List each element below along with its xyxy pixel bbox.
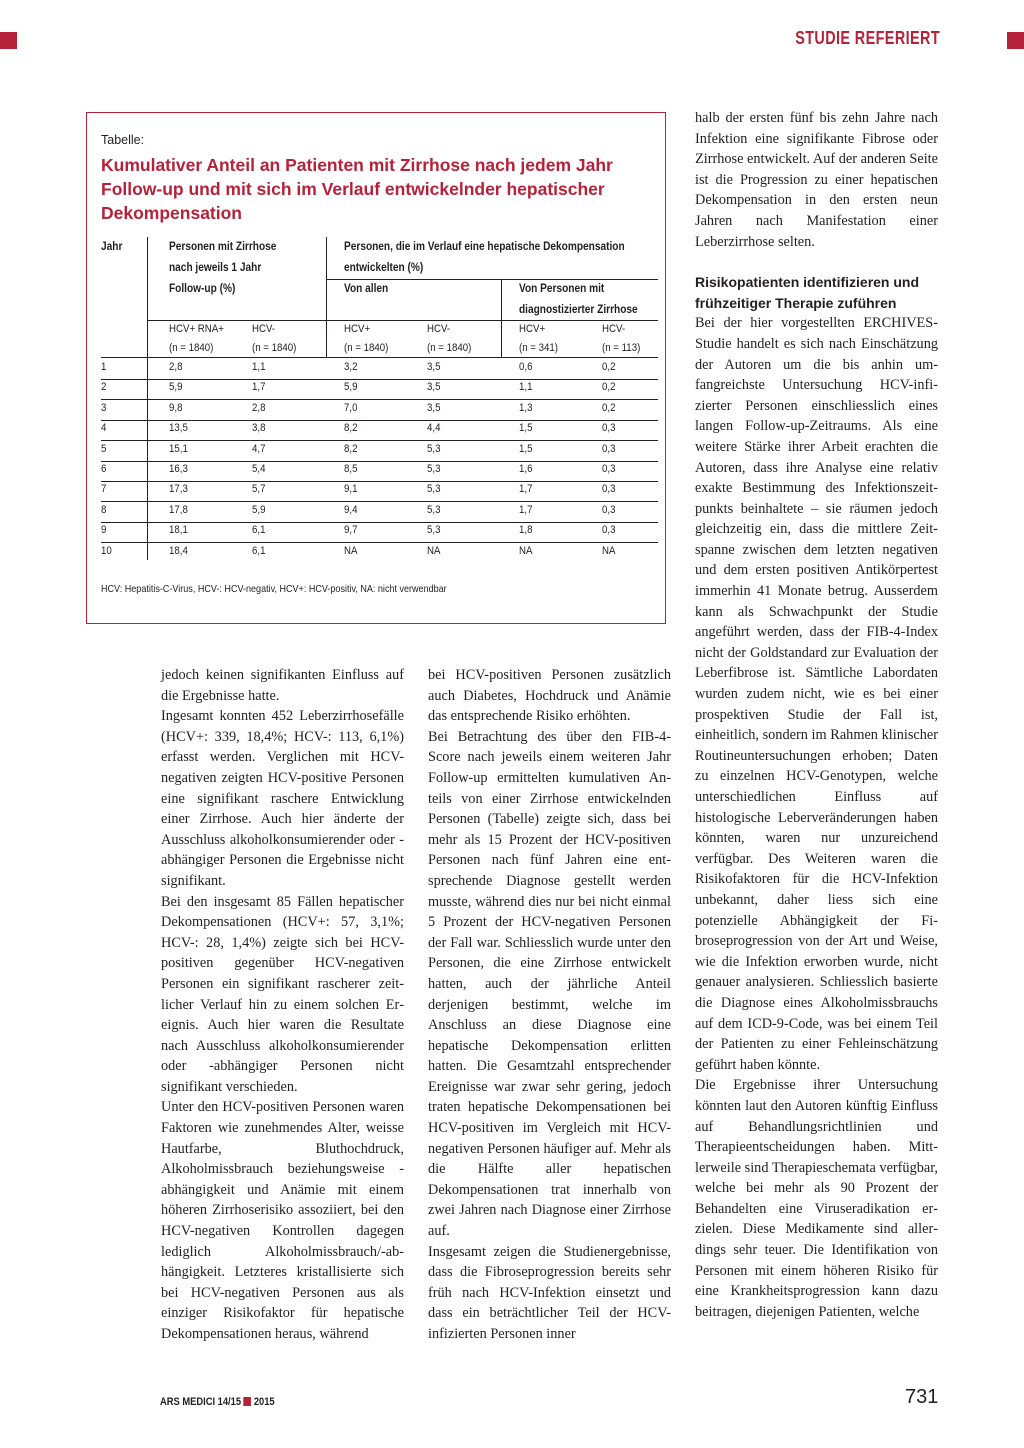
subheader-zirrhose-hcvneg-n: (n = 1840) (252, 342, 297, 354)
cell-alle-hcvpos: 8,5 (344, 463, 358, 475)
cell-diag-hcvneg: 0,2 (602, 361, 616, 373)
row-rule (101, 440, 658, 441)
paragraph: Bei Betrachtung des über den FIB-4-Score nach jeweils einem weiteren Jahr Follow-up ermittelten kumulativen Anteils von einer Zirrhose entwickelnden Personen (Tabelle) zeigte sich, dass bei mehr als 15 Prozent der HCV-positiven Personen nach fünf Jahren eine entsprechende Diagnose gestellt werden musste, während dies nur bei nicht einmal 5 Prozent der HCV-negativen Personen der Fall war. Schliesslich wurde unter den Personen, die eine Zirrhose entwickelt hatten, auch der jährliche Anteil derjenigen bestimmt, welche im Anschluss an diese Diagnose eine hepatische Dekompensation erlitten hatten. Die Gesamtzahl entsprechender Ereignisse war zwar sehr gering, jedoch traten hepatische Dekompensationen bei HCV-positiven im Vergleich mit HCV-negativen Personen häufiger auf. Mehr als die Hälfte aller hepatischen Dekompensationen trat innerhalb von zwei Jahren nach Diagnose einer Zirrhose auf. (428, 728, 671, 1240)
cell-jahr: 9 (101, 524, 107, 537)
cell-alle-hcvneg: 3,5 (427, 361, 441, 373)
cell-alle-hcvpos: 8,2 (344, 422, 358, 435)
cell-zirrhose-hcvneg: 1,1 (252, 361, 266, 373)
cell-diag-hcvpos: 1,5 (519, 442, 533, 455)
rule-dekomp (326, 279, 658, 280)
cell-diag-hcvpos: 1,6 (519, 463, 533, 475)
cell-diag-hcvpos: 0,6 (519, 361, 533, 373)
cell-alle-hcvpos: 5,9 (344, 381, 358, 394)
subheader-alle-hcvpos-n: (n = 1840) (344, 342, 389, 354)
footer-journal (160, 1396, 275, 1408)
cell-zirrhose-hcvneg: 6,1 (252, 544, 266, 557)
header-dekomp-line1: Personen, die im Verlauf eine hepatische Dekompensation (344, 241, 625, 253)
section-heading: Risikopatienten identifizieren und frühzeitiger Therapie zuführen (695, 274, 920, 311)
table-footnote: HCV: Hepatitis-C-Virus, HCV-: HCV-negativ, HCV+: HCV-positiv, NA: nicht verwendbar (101, 583, 447, 595)
cell-zirrhose-hcvpos: 13,5 (169, 422, 188, 435)
cell-zirrhose-hcvpos: 17,3 (169, 483, 188, 496)
cell-alle-hcvneg: 5,3 (427, 503, 441, 516)
row-rule (101, 420, 658, 421)
rule-subheader (147, 320, 658, 321)
cell-jahr: 4 (101, 422, 107, 435)
cell-alle-hcvneg: 3,5 (427, 401, 441, 414)
journal-year: 2015 (253, 1396, 275, 1408)
cell-zirrhose-hcvpos: 18,1 (169, 524, 188, 537)
rule-body (101, 357, 658, 358)
header-zirrhose-line2: nach jeweils 1 Jahr (169, 262, 262, 274)
subheader-hcvpos-rna-label: HCV+ RNA+ (169, 323, 224, 335)
row-rule (101, 542, 658, 543)
subheader-diag-hcvpos-n: (n = 341) (519, 342, 559, 354)
cell-diag-hcvneg: NA (602, 544, 616, 557)
table-box (86, 112, 666, 624)
cell-diag-hcvpos: NA (519, 544, 533, 557)
row-rule (101, 461, 658, 462)
header-von-zirrhose-line1: Von Personen mit (519, 283, 605, 295)
table-title: Kumulativer Anteil an Patienten mit Zirrhose nach jedem Jahr Follow-up und mit sich im Verlauf entwickelnder hepatischer Dekompensation (101, 155, 613, 223)
rule-col-von-allen (501, 279, 502, 357)
subheader-diag-hcvneg-label: HCV- (602, 323, 626, 335)
cell-alle-hcvpos: 3,2 (344, 361, 358, 373)
header-zirrhose-line1: Personen mit Zirrhose (169, 241, 277, 253)
cell-diag-hcvneg: 0,3 (602, 422, 616, 435)
row-rule (101, 481, 658, 482)
subheader-diag-hcvneg-n: (n = 113) (602, 342, 641, 354)
header-zirrhose-line3: Follow-up (%) (169, 283, 236, 295)
cell-zirrhose-hcvneg: 3,8 (252, 422, 266, 435)
subheader-alle-hcvneg-n: (n = 1840) (427, 342, 472, 354)
cell-alle-hcvneg: 5,3 (427, 524, 441, 537)
cell-zirrhose-hcvneg: 5,9 (252, 503, 266, 516)
subheader-alle-hcvneg-label: HCV- (427, 323, 451, 335)
cell-zirrhose-hcvpos: 5,9 (169, 381, 183, 394)
cell-jahr: 2 (101, 381, 107, 394)
cell-alle-hcvneg: 5,3 (427, 463, 441, 475)
separator-square-icon (244, 1397, 252, 1406)
subheader-hcvpos-rna-n: (n = 1840) (169, 342, 214, 354)
cell-alle-hcvpos: 9,7 (344, 524, 358, 537)
cell-jahr: 10 (101, 544, 112, 557)
cell-jahr: 1 (101, 361, 107, 373)
paragraph: Die Ergebnisse ihrer Untersuchung könnten laut den Autoren künftig Einfluss auf Behandlungsrichtlinien und Therapieentscheidungen haben. Mittlerweile sind Therapieschemata verfügbar, welche bei mehr als 90 Prozent der Behandelten eine Viruseradikation erzielen. Diese Medikamente sind allerdings sehr teuer. Die Identifikation von Personen mit einem höheren Risiko für eine Krankheitsprogression kann dazu beitragen, diejenigen Patienten, welche (695, 1077, 938, 1320)
paragraph: Ingesamt konnten 452 Leberzirrhosefälle (HCV+: 339, 18,4%; HCV-: 113, 6,1%) erfasst werden. Verglichen mit HCV-negativen zeigten HCV-positive Personen eine signifikant raschere Entwicklung einer Zirrhose. Auch hier änderte der Ausschluss alkoholkonsumierender oder -abhängiger Personen die Ergebnisse nicht signifikant. (161, 708, 404, 889)
cell-zirrhose-hcvpos: 18,4 (169, 544, 188, 557)
cell-diag-hcvpos: 1,7 (519, 483, 533, 496)
row-rule (101, 379, 658, 380)
paragraph: halb der ersten fünf bis zehn Jahre nach Infektion eine signifikante Fibrose oder Zirrhose entwickelt. Auf der anderen Seite ist die Progression zu einer hepatischen Dekompensation in den ersten neun Jahren nach Manifestation einer Leberzirrhose selten. (695, 110, 938, 250)
cell-alle-hcvneg: 4,4 (427, 422, 441, 435)
cell-diag-hcvneg: 0,3 (602, 442, 616, 455)
row-rule (101, 399, 658, 400)
page-number: 731 (905, 1386, 939, 1408)
cell-alle-hcvpos: 9,4 (344, 503, 358, 516)
cell-jahr: 7 (101, 483, 107, 496)
row-rule (101, 501, 658, 502)
cell-alle-hcvneg: NA (427, 544, 441, 557)
cell-alle-hcvpos: 7,0 (344, 401, 358, 414)
cell-diag-hcvneg: 0,3 (602, 524, 616, 537)
cell-diag-hcvpos: 1,7 (519, 503, 533, 516)
corner-square-left (0, 32, 17, 49)
cell-alle-hcvpos: 8,2 (344, 442, 358, 455)
cell-zirrhose-hcvneg: 6,1 (252, 524, 266, 537)
cell-zirrhose-hcvneg: 4,7 (252, 442, 266, 455)
cell-zirrhose-hcvpos: 2,8 (169, 361, 183, 373)
cell-diag-hcvpos: 1,1 (519, 381, 533, 394)
cell-jahr: 5 (101, 442, 107, 455)
cell-zirrhose-hcvneg: 2,8 (252, 401, 266, 414)
header-jahr: Jahr (101, 241, 123, 253)
header-von-zirrhose-line2: diagnostizierter Zirrhose (519, 304, 638, 316)
cell-zirrhose-hcvneg: 5,7 (252, 483, 266, 496)
paragraph: Insgesamt zeigen die Studienergebnisse, dass die Fibroseprogression bereits sehr früh nach HCV-Infektion einsetzt und dass ein beträchtlicher Teil der HCV-infizierten Personen inner (428, 1243, 671, 1342)
cell-alle-hcvpos: NA (344, 544, 358, 557)
cell-alle-hcvneg: 3,5 (427, 381, 441, 394)
journal-name: ARS MEDICI 14/15 (160, 1396, 242, 1408)
cell-diag-hcvneg: 0,3 (602, 503, 616, 516)
section-label: STUDIE REFERIERT (795, 28, 940, 48)
cell-jahr: 3 (101, 401, 107, 414)
row-rule (101, 522, 658, 523)
paragraph: Bei der hier vorgestellten ERCHIVES-Studie handelt es sich nach Einschätzung der Autoren um die bis anhin umfangreichste Untersuchung HCV-infizierter Personen einschliesslich eines langen Follow-up-Zeitraums. Als eine weitere Stärke ihrer Arbeit erachten die Autoren, dass ihre Analyse eine relativ exakte Bestimmung des Infektionszeitpunkts beinhaltete – sie räumen jedoch gleichzeitig ein, dass die mittlere Zeitspanne zwischen dem letzten negativen und dem ersten positiven Antikörpertest immerhin 41 Monate betrug. Ausserdem kann als Schwachpunkt der Studie angeführt werden, dass der FIB-4-Index nicht der Goldstandard zur Evaluation der Leberfibrose ist. Sämtliche Labordaten wurden zudem nicht, wie es bei einer prospektiven Studie der Fall ist, einheitlich, sondern im Rahmen klinischer Routineuntersuchungen erhoben; Daten zu einzelnen HCV-Genotypen, welche unterschiedlichen Einfluss auf histologische Leberveränderungen haben könnten, waren nur unzureichend verfügbar. Des Weiteren waren die Risikofaktoren für die HCV-Infektion unbekannt, daher liess sich eine potenzielle Abhängigkeit der Fibroseprogression von der Art und Weise, wie die Infektion erworben wurde, nicht genauer analysieren. Schliesslich basierte die Diagnose eines Alkoholmissbrauchs auf dem ICD-9-Code, was bei einem Teil der Patienten zu einer Fehleinschätzung geführt haben könnte. (695, 315, 938, 1073)
cell-jahr: 8 (101, 503, 107, 516)
paragraph: bei HCV-positiven Personen zusätzlich auch Diabetes, Hochdruck und Anämie das entsprechende Risiko erhöhten. (428, 667, 671, 725)
subheader-alle-hcvpos-label: HCV+ (344, 323, 371, 335)
cell-zirrhose-hcvpos: 17,8 (169, 503, 188, 516)
table-label: Tabelle: (101, 133, 145, 147)
cell-diag-hcvpos: 1,8 (519, 524, 533, 537)
text-column-2 (428, 665, 671, 1345)
cell-alle-hcvneg: 5,3 (427, 442, 441, 455)
subheader-diag-hcvpos-label: HCV+ (519, 323, 546, 335)
cell-alle-hcvneg: 5,3 (427, 483, 441, 496)
paragraph: jedoch keinen signifikanten Einfluss auf die Ergebnisse hatte. (161, 667, 404, 704)
cell-jahr: 6 (101, 463, 107, 475)
header-von-allen: Von allen (344, 283, 389, 295)
cell-diag-hcvpos: 1,3 (519, 401, 533, 414)
subheader-zirrhose-hcvneg-label: HCV- (252, 323, 276, 335)
cell-zirrhose-hcvneg: 1,7 (252, 381, 266, 394)
cell-diag-hcvpos: 1,5 (519, 422, 533, 435)
paragraph: Unter den HCV-positiven Personen waren Faktoren wie zunehmendes Alter, weisse Hautfarbe, Bluthochdruck, Alkoholmissbrauch beziehungsweise -abhängigkeit und Anämie mit einem höheren Zirrhoserisiko assoziiert, bei den HCV-negativen Kontrollen dagegen lediglich Alkoholmissbrauch/-abhängigkeit. Letzteres kristallisierte sich bei HCV-negativen Personen aus als einziger Risikofaktor für hepatische Dekompensationen heraus, während (161, 1099, 404, 1342)
rule-col-zirrhose (326, 237, 327, 357)
cell-zirrhose-hcvpos: 15,1 (169, 442, 188, 455)
cell-diag-hcvneg: 0,2 (602, 381, 616, 394)
cell-diag-hcvneg: 0,3 (602, 483, 616, 496)
header-dekomp-line2: entwickelten (%) (344, 262, 424, 274)
paragraph: Bei den insgesamt 85 Fällen hepatischer Dekompensationen (HCV+: 57, 3,1%; HCV-: 28, 1,4%) zeigte sich bei HCV-positiven gegenüber HCV-negativen Personen ein signifikant rascherer zeitlicher Verlauf hin zu einem solchen Ereignis. Auch hier waren die Resultate nach Ausschluss alkoholkonsumierender oder -abhängiger Personen nicht signifikant verschieden. (161, 893, 404, 1095)
cell-diag-hcvneg: 0,3 (602, 463, 616, 475)
cell-zirrhose-hcvneg: 5,4 (252, 463, 266, 475)
text-column-3 (695, 108, 938, 1322)
cell-zirrhose-hcvpos: 16,3 (169, 463, 188, 475)
cell-diag-hcvneg: 0,2 (602, 401, 616, 414)
text-column-1 (161, 665, 404, 1345)
cell-alle-hcvpos: 9,1 (344, 483, 358, 496)
corner-square-right (1007, 32, 1024, 49)
cell-zirrhose-hcvpos: 9,8 (169, 401, 183, 414)
